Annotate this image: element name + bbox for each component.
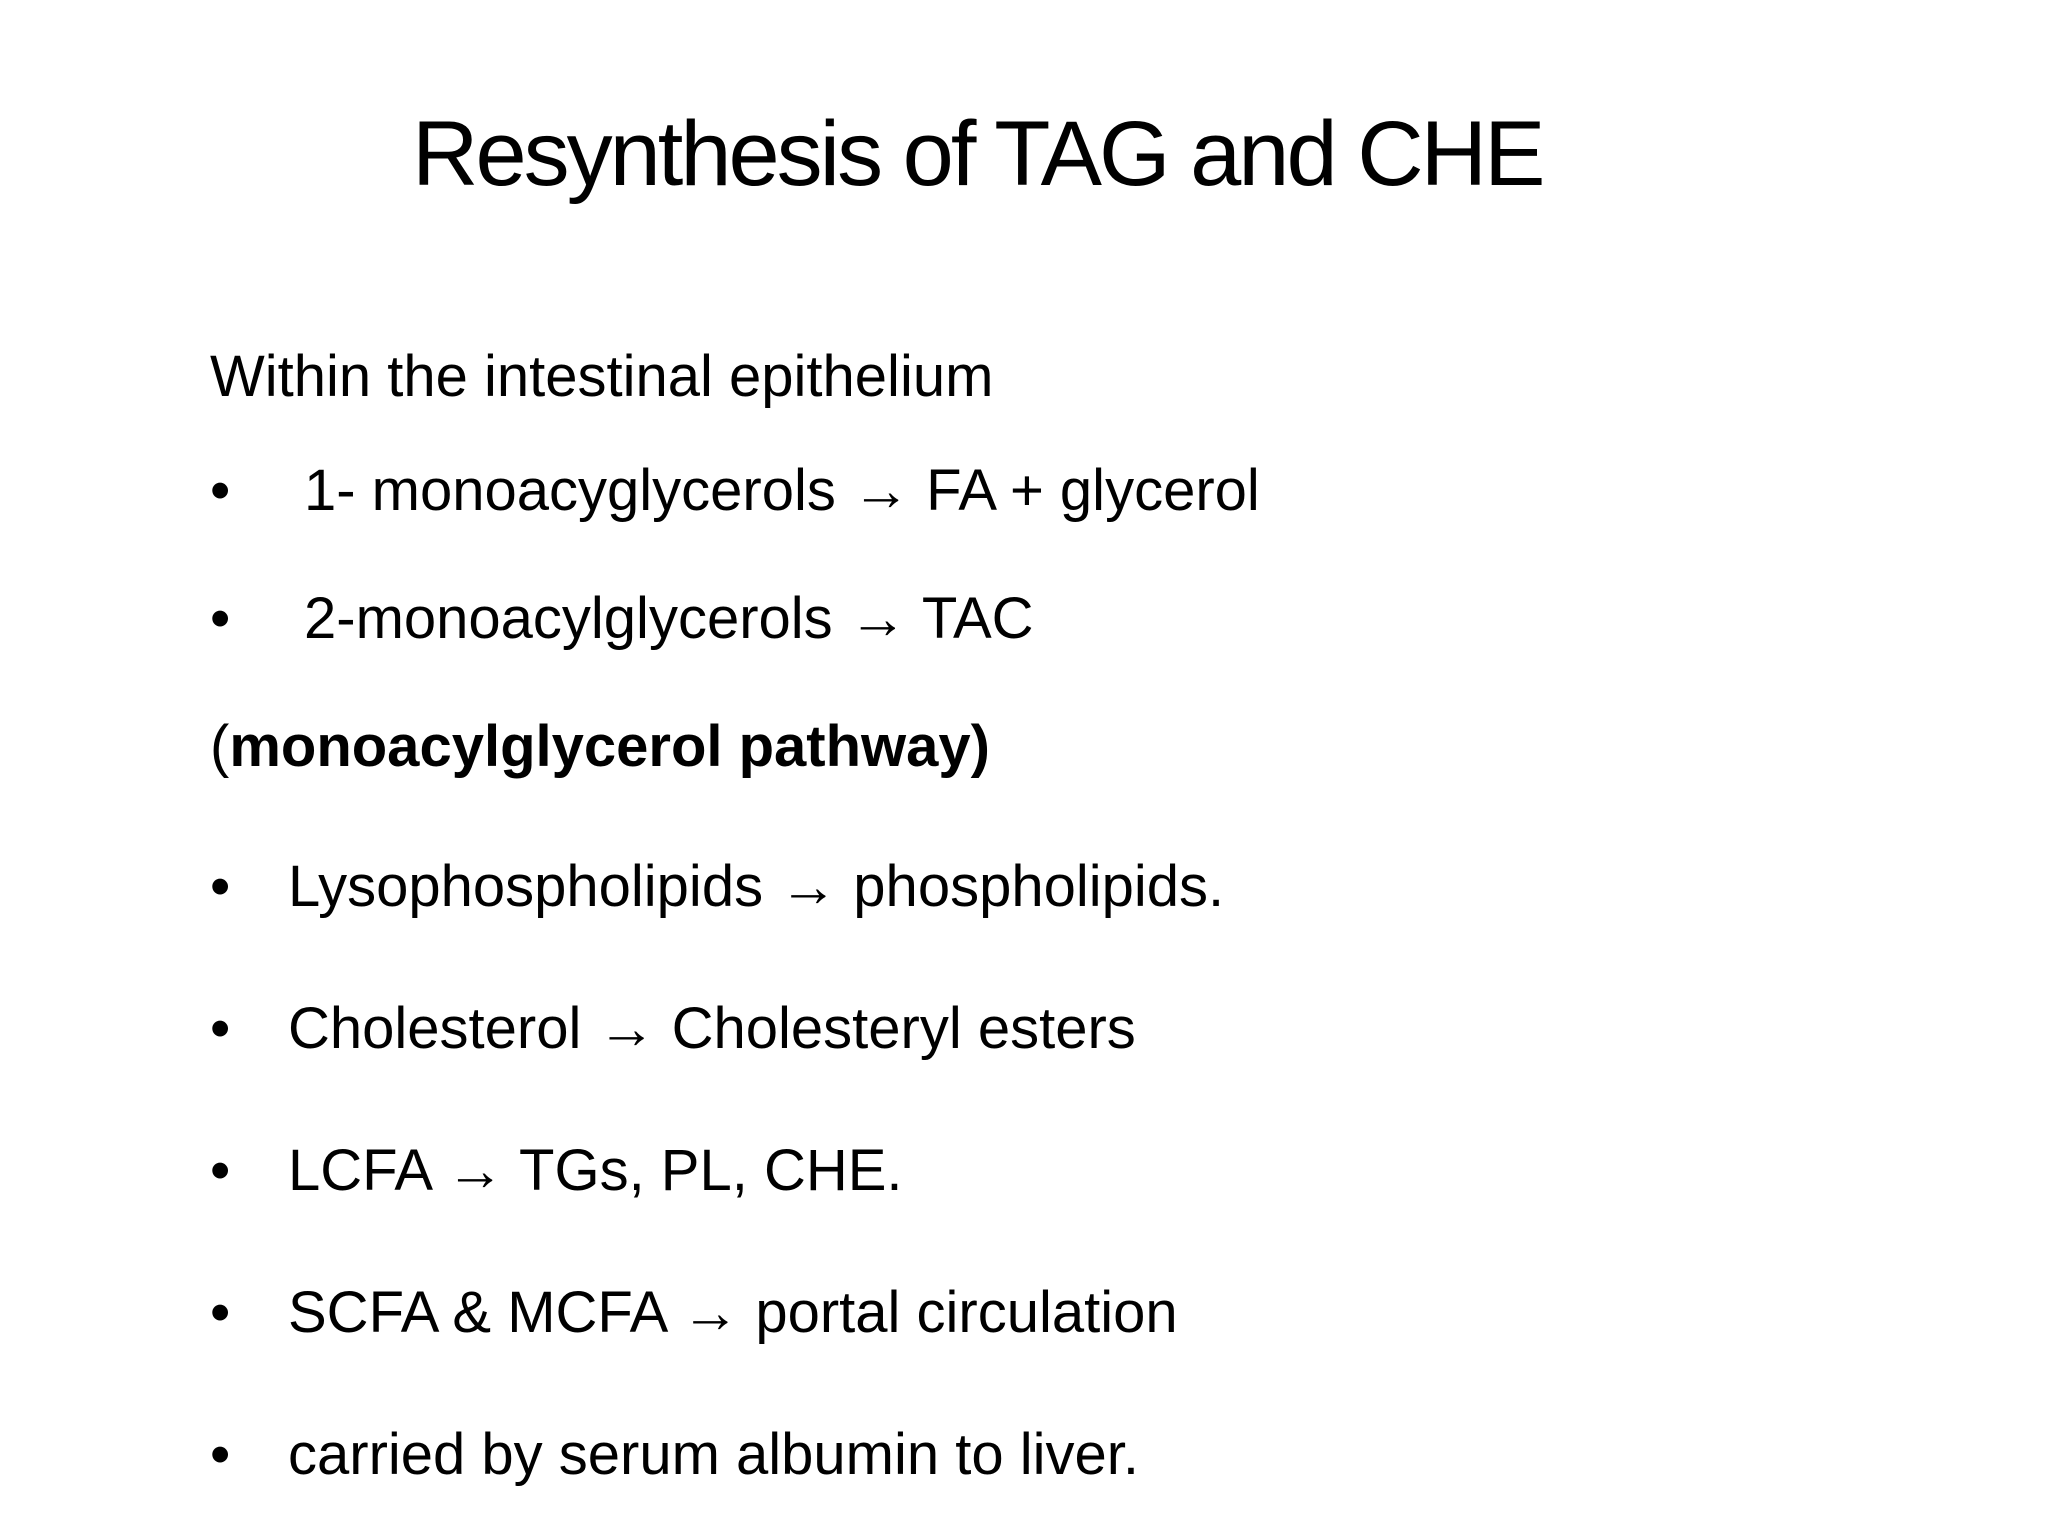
list-item: Lysophospholipids → phospholipids. [288, 854, 1225, 919]
pathway-note [210, 714, 990, 779]
pathway-label: monoacylglycerol pathway) [229, 714, 990, 779]
bullet-marker: • [210, 1422, 231, 1487]
list-item: SCFA & MCFA → portal circulation [288, 1280, 1178, 1345]
list-item: LCFA → TGs, PL, CHE. [288, 1138, 903, 1203]
list-item: 1- monoacyglycerols → FA + glycerol [304, 458, 1260, 523]
list-item: Cholesterol → Cholesteryl esters [288, 996, 1136, 1061]
bullet-marker: • [210, 458, 231, 523]
bullet-marker: • [210, 854, 231, 919]
bullet-marker: • [210, 996, 231, 1061]
pathway-open-paren: ( [210, 714, 230, 779]
bullet-marker: • [210, 586, 231, 651]
list-item: 2-monoacylglycerols → TAC [304, 586, 1034, 651]
intro-text: Within the intestinal epithelium [210, 344, 994, 409]
bullet-marker: • [210, 1280, 231, 1345]
list-item: carried by serum albumin to liver. [288, 1422, 1139, 1487]
bullet-marker: • [210, 1138, 231, 1203]
slide-title: Resynthesis of TAG and CHE [412, 103, 1543, 205]
